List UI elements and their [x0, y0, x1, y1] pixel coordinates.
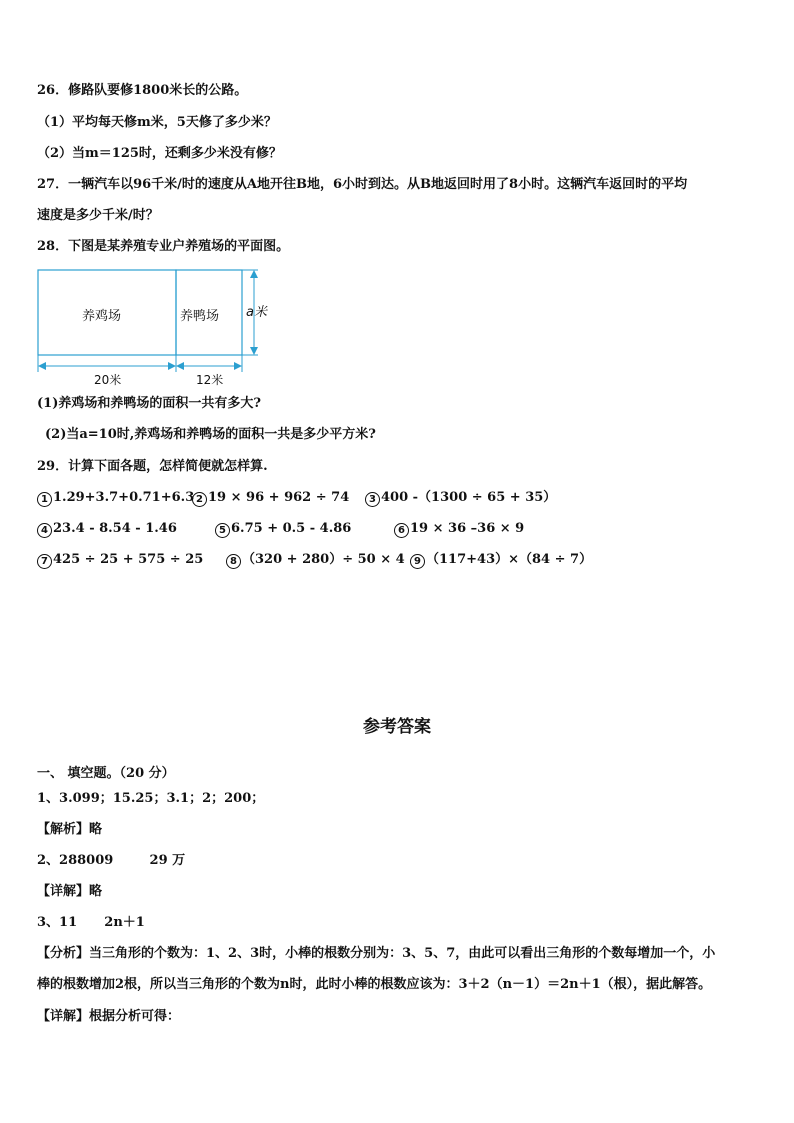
q28-part2: (2)当a=10时,养鸡场和养鸭场的面积一共是多少平方米?	[45, 427, 376, 442]
farm-plan-diagram	[30, 262, 280, 387]
item-number-badge: 6	[394, 523, 409, 538]
item-number-badge: 3	[365, 492, 380, 507]
calc-expression: 400 -（1300 ÷ 65 + 35）	[381, 490, 557, 505]
calc-expression: 6.75 + 0.5 - 4.86	[231, 521, 352, 536]
q28-stem: 28．下图是某养殖专业户养殖场的平面图。	[37, 239, 290, 254]
calc-item-8	[226, 552, 405, 569]
width1-label: 20米	[94, 373, 122, 387]
item-number-badge: 7	[37, 554, 52, 569]
chicken-farm-label: 养鸡场	[82, 309, 122, 324]
height-label: a米	[246, 305, 267, 320]
item-number-badge: 1	[37, 492, 52, 507]
answer-3-analysis-line2: 棒的根数增加2根，所以当三角形的个数为n时，此时小棒的根数应该为：3＋2（n－1）＝2n＋1（根），据此解答。	[37, 977, 712, 992]
answer-1: 1、3.099；15.25；3.1；2；200；	[37, 791, 265, 806]
calc-item-2	[192, 490, 349, 507]
answer-3-analysis-line1: 【分析】当三角形的个数为：1、2、3时，小棒的根数分别为：3、5、7，由此可以看出三角形的个数每增加一个，小	[37, 946, 716, 961]
item-number-badge: 5	[215, 523, 230, 538]
width2-label: 12米	[196, 373, 224, 387]
q26-part1: （1）平均每天修m米，5天修了多少米？	[37, 115, 277, 130]
q28-part1: (1)养鸡场和养鸭场的面积一共有多大?	[37, 396, 261, 411]
answers-title: 参考答案	[363, 717, 431, 737]
calc-item-7	[37, 552, 203, 569]
calc-item-6	[394, 521, 524, 538]
calc-expression: 23.4 - 8.54 - 1.46	[53, 521, 177, 536]
calc-expression: 19 × 36 –36 × 9	[410, 521, 525, 536]
calc-expression: 19 × 96 + 962 ÷ 74	[208, 490, 350, 505]
calc-item-3	[365, 490, 556, 507]
item-number-badge: 4	[37, 523, 52, 538]
calc-item-1	[37, 490, 194, 507]
calc-expression: 1.29+3.7+0.71+6.3	[53, 490, 195, 505]
q26-part2: （2）当m＝125时，还剩多少米没有修？	[37, 146, 282, 161]
calc-item-4	[37, 521, 177, 538]
answer-3: 3、11 2n＋1	[37, 915, 145, 930]
calc-item-5	[215, 521, 351, 538]
answer-1-note: 【解析】略	[37, 822, 103, 837]
answers-section-heading: 一、 填空题。（20 分）	[37, 766, 175, 781]
item-number-badge: 8	[226, 554, 241, 569]
calc-expression: （117+43）×（84 ÷ 7）	[426, 552, 593, 567]
q27-line1: 27．一辆汽车以96千米/时的速度从A地开往B地，6小时到达。从B地返回时用了8小时。这辆汽车返回时的平均	[37, 177, 688, 192]
answer-3-detail: 【详解】根据分析可得：	[37, 1009, 181, 1024]
calc-expression: （320 + 280）÷ 50 × 4	[242, 552, 405, 567]
q27-line2: 速度是多少千米/时？	[37, 208, 159, 223]
answer-2: 2、288009 29 万	[37, 853, 186, 868]
item-number-badge: 9	[410, 554, 425, 569]
q29-stem: 29．计算下面各题，怎样简便就怎样算.	[37, 459, 268, 474]
answer-2-note: 【详解】略	[37, 884, 103, 899]
duck-farm-label: 养鸭场	[180, 309, 220, 324]
item-number-badge: 2	[192, 492, 207, 507]
calc-expression: 425 ÷ 25 + 575 ÷ 25	[53, 552, 204, 567]
q26-stem: 26．修路队要修1800米长的公路。	[37, 83, 248, 98]
calc-item-9	[410, 552, 592, 569]
